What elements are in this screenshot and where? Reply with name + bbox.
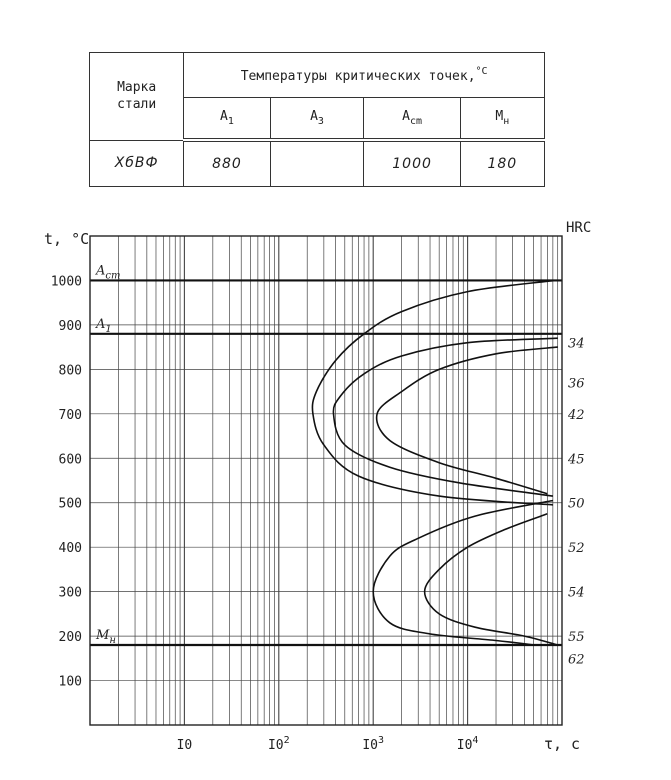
x-tick-label: $I0^4$ xyxy=(456,735,479,753)
hrc-value-label: 62 xyxy=(568,652,585,668)
hrc-value-label: 50 xyxy=(568,496,585,512)
col-a1-main: А xyxy=(220,109,228,124)
y-tick-label: 500 xyxy=(58,496,82,512)
x-tick-exponent: 3 xyxy=(378,735,385,746)
y-tick-label: 300 xyxy=(58,585,82,601)
y-tick-label: 200 xyxy=(58,630,82,646)
x-tick-label: $I0^2$ xyxy=(267,735,290,753)
hrc-value-label: 34 xyxy=(568,336,585,352)
x-tick-exponent: 2 xyxy=(283,735,290,746)
col-a3-main: А xyxy=(310,109,318,124)
critical-line-label: $A_{cm}$ xyxy=(96,263,121,282)
ttt-diagram xyxy=(0,200,671,775)
transformation-curve xyxy=(333,338,557,496)
temps-header-cell xyxy=(184,53,545,98)
col-a3 xyxy=(270,98,364,141)
critical-line-label: $A_1$ xyxy=(96,316,112,335)
critical-lines xyxy=(90,263,562,646)
y-axis-label: t, °C xyxy=(44,230,90,248)
x-tick-labels xyxy=(177,735,479,753)
col-mn-sub: н xyxy=(503,116,510,127)
critical-line-subscript: cm xyxy=(105,270,121,282)
col-a3-sub: 3 xyxy=(317,116,324,127)
hrc-value-label: 42 xyxy=(568,407,585,423)
hrc-value-label: 54 xyxy=(568,585,585,601)
grade-header-cell xyxy=(90,53,184,141)
hrc-axis-label: HRC xyxy=(566,220,592,236)
value-a1: 880 xyxy=(184,140,270,187)
critical-line-label: $M_н$ xyxy=(96,627,116,646)
transformation-curve xyxy=(425,514,558,645)
col-acm xyxy=(364,98,460,141)
y-tick-labels xyxy=(51,274,82,689)
y-tick-label: 1000 xyxy=(50,274,82,290)
y-tick-label: 400 xyxy=(58,541,82,557)
hrc-value-label: 36 xyxy=(568,376,585,392)
hrc-value-label: 55 xyxy=(568,630,585,646)
x-tick-label: $I0^3$ xyxy=(362,735,385,753)
critical-line-subscript: 1 xyxy=(105,323,112,335)
transformation-curve xyxy=(312,281,555,505)
critical-points-table xyxy=(89,52,545,187)
critical-line-subscript: н xyxy=(109,634,116,646)
col-a1-sub: 1 xyxy=(227,116,234,127)
y-tick-label: 800 xyxy=(58,363,82,379)
col-a1 xyxy=(184,98,270,141)
x-tick-label: I0 xyxy=(176,738,193,753)
temps-unit: °С xyxy=(475,66,488,77)
grade-header: Марка стали xyxy=(117,80,157,113)
hrc-value-label: 45 xyxy=(568,452,585,468)
value-a3 xyxy=(270,140,364,187)
col-acm-sub: cm xyxy=(409,116,422,127)
temps-header: Температуры критических точек, xyxy=(240,69,476,84)
grade-cell: ХбВФ xyxy=(90,140,184,187)
y-tick-label: 700 xyxy=(58,407,82,423)
value-acm: 1000 xyxy=(364,140,460,187)
y-tick-label: 900 xyxy=(58,318,82,334)
x-axis-label: τ, c xyxy=(543,735,581,753)
value-mn: 180 xyxy=(460,140,544,187)
hrc-value-label: 52 xyxy=(568,541,585,557)
col-mn-main: М xyxy=(495,109,504,124)
grid xyxy=(90,236,562,725)
x-tick-exponent: 4 xyxy=(472,735,479,746)
col-mn xyxy=(460,98,544,141)
curves xyxy=(312,281,557,646)
y-tick-label: 100 xyxy=(58,674,82,690)
plot-frame xyxy=(90,236,562,725)
col-acm-main: А xyxy=(402,109,410,124)
hrc-labels xyxy=(567,337,585,668)
y-tick-label: 600 xyxy=(58,452,82,468)
